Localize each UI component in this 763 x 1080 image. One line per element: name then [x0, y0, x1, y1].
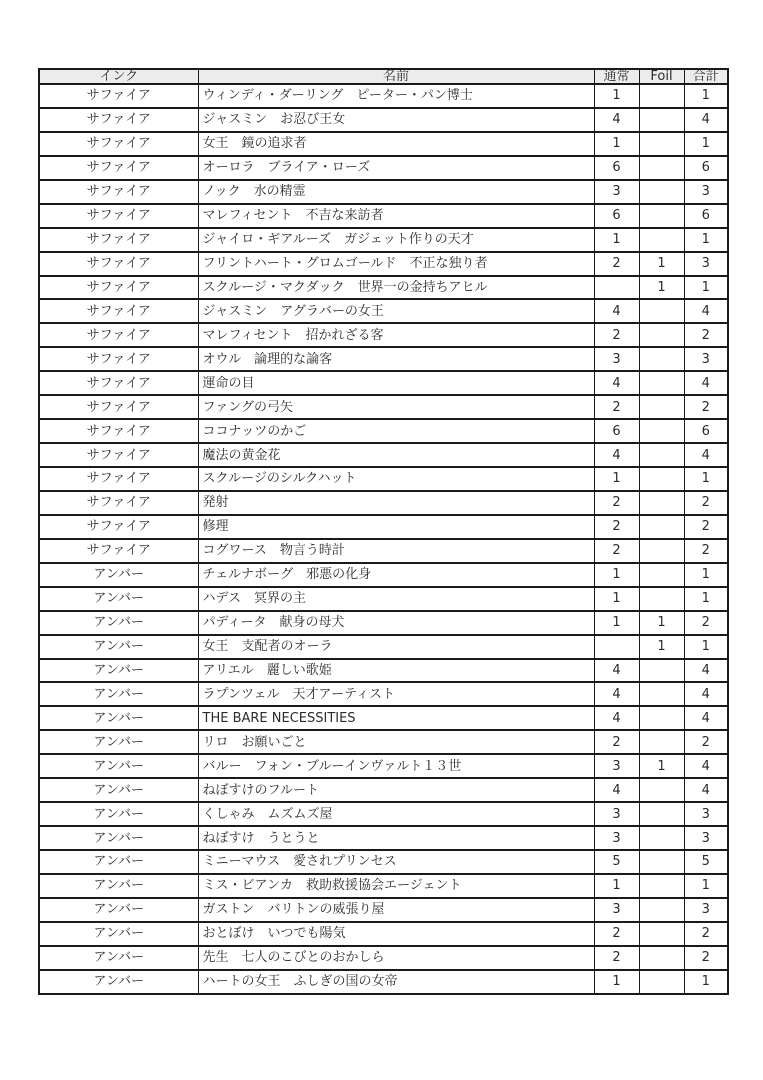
foil-count-cell	[639, 108, 684, 132]
name-cell: ハデス 冥界の主	[198, 587, 594, 611]
foil-count-cell	[639, 898, 684, 922]
total-count-cell: 2	[684, 611, 728, 635]
total-count-cell: 4	[684, 754, 728, 778]
normal-count-cell	[594, 635, 639, 659]
normal-count-cell: 1	[594, 587, 639, 611]
ink-cell: アンバー	[39, 635, 198, 659]
foil-count-cell	[639, 419, 684, 443]
normal-count-cell: 3	[594, 754, 639, 778]
total-count-cell: 3	[684, 180, 728, 204]
table-row	[39, 659, 728, 683]
table-row	[39, 850, 728, 874]
ink-cell: アンバー	[39, 682, 198, 706]
name-cell: ねぼすけ うとうと	[198, 826, 594, 850]
header-row	[39, 69, 728, 84]
name-cell: スクルージ・マクダック 世界一の金持ちアヒル	[198, 276, 594, 300]
total-count-cell: 4	[684, 778, 728, 802]
foil-count-cell	[639, 443, 684, 467]
table-row	[39, 635, 728, 659]
table-row	[39, 467, 728, 491]
ink-cell: サファイア	[39, 180, 198, 204]
normal-count-cell: 2	[594, 252, 639, 276]
foil-count-cell	[639, 539, 684, 563]
ink-cell: アンバー	[39, 850, 198, 874]
normal-count-cell: 2	[594, 395, 639, 419]
total-count-cell: 4	[684, 299, 728, 323]
normal-count-cell	[594, 276, 639, 300]
normal-count-cell: 1	[594, 563, 639, 587]
ink-cell: サファイア	[39, 539, 198, 563]
foil-count-cell: 1	[639, 611, 684, 635]
foil-count-cell: 1	[639, 635, 684, 659]
normal-count-cell: 4	[594, 443, 639, 467]
ink-cell: サファイア	[39, 108, 198, 132]
total-count-cell: 5	[684, 850, 728, 874]
name-cell: ジャイロ・ギアルーズ ガジェット作りの天才	[198, 228, 594, 252]
name-cell: ガストン バリトンの威張り屋	[198, 898, 594, 922]
name-cell: ねぼすけのフルート	[198, 778, 594, 802]
foil-count-cell	[639, 132, 684, 156]
name-cell: 女王 支配者のオーラ	[198, 635, 594, 659]
name-cell: 発射	[198, 491, 594, 515]
foil-count-cell	[639, 371, 684, 395]
table-row	[39, 180, 728, 204]
normal-count-cell: 4	[594, 682, 639, 706]
name-cell: パディータ 献身の母犬	[198, 611, 594, 635]
table-row	[39, 539, 728, 563]
foil-count-cell	[639, 802, 684, 826]
ink-cell: アンバー	[39, 922, 198, 946]
ink-cell: サファイア	[39, 204, 198, 228]
foil-count-cell	[639, 299, 684, 323]
normal-count-cell: 2	[594, 946, 639, 970]
table-row	[39, 108, 728, 132]
table-row	[39, 874, 728, 898]
table-body	[39, 84, 728, 994]
ink-cell: サファイア	[39, 132, 198, 156]
name-cell: スクルージのシルクハット	[198, 467, 594, 491]
foil-count-cell: 1	[639, 754, 684, 778]
foil-count-cell	[639, 587, 684, 611]
name-cell: 先生 七人のこびとのおかしら	[198, 946, 594, 970]
total-count-cell: 4	[684, 682, 728, 706]
total-count-cell: 2	[684, 539, 728, 563]
ink-cell: サファイア	[39, 395, 198, 419]
ink-cell: アンバー	[39, 659, 198, 683]
name-cell: ココナッツのかご	[198, 419, 594, 443]
name-cell: フリントハート・グロムゴールド 不正な独り者	[198, 252, 594, 276]
table-row	[39, 419, 728, 443]
table-row	[39, 611, 728, 635]
normal-count-cell: 3	[594, 347, 639, 371]
ink-cell: アンバー	[39, 874, 198, 898]
ink-cell: アンバー	[39, 730, 198, 754]
total-count-cell: 1	[684, 635, 728, 659]
name-cell: バルー フォン・ブルーインヴァルト１３世	[198, 754, 594, 778]
foil-count-cell	[639, 778, 684, 802]
column-header-name: 名前	[198, 69, 594, 84]
table-row	[39, 132, 728, 156]
table-row	[39, 970, 728, 994]
name-cell: くしゃみ ムズムズ屋	[198, 802, 594, 826]
foil-count-cell: 1	[639, 276, 684, 300]
ink-cell: アンバー	[39, 946, 198, 970]
total-count-cell: 2	[684, 946, 728, 970]
name-cell: 魔法の黄金花	[198, 443, 594, 467]
normal-count-cell: 2	[594, 539, 639, 563]
table-row	[39, 156, 728, 180]
normal-count-cell: 1	[594, 611, 639, 635]
column-header-total: 合計	[684, 69, 728, 84]
normal-count-cell: 4	[594, 371, 639, 395]
name-cell: アリエル 麗しい歌姫	[198, 659, 594, 683]
ink-cell: アンバー	[39, 754, 198, 778]
total-count-cell: 1	[684, 874, 728, 898]
ink-cell: アンバー	[39, 706, 198, 730]
total-count-cell: 6	[684, 204, 728, 228]
name-cell: マレフィセント 招かれざる客	[198, 323, 594, 347]
ink-cell: サファイア	[39, 299, 198, 323]
foil-count-cell	[639, 826, 684, 850]
table-row	[39, 491, 728, 515]
foil-count-cell	[639, 970, 684, 994]
normal-count-cell: 1	[594, 970, 639, 994]
card-inventory-table	[38, 68, 729, 995]
total-count-cell: 1	[684, 467, 728, 491]
ink-cell: サファイア	[39, 228, 198, 252]
ink-cell: サファイア	[39, 276, 198, 300]
total-count-cell: 3	[684, 252, 728, 276]
total-count-cell: 4	[684, 108, 728, 132]
name-cell: ミニーマウス 愛されプリンセス	[198, 850, 594, 874]
foil-count-cell	[639, 204, 684, 228]
ink-cell: サファイア	[39, 347, 198, 371]
normal-count-cell: 2	[594, 922, 639, 946]
ink-cell: アンバー	[39, 802, 198, 826]
name-cell: 女王 鏡の追求者	[198, 132, 594, 156]
total-count-cell: 2	[684, 323, 728, 347]
name-cell: オーロラ ブライア・ローズ	[198, 156, 594, 180]
normal-count-cell: 4	[594, 659, 639, 683]
table-row	[39, 395, 728, 419]
foil-count-cell	[639, 156, 684, 180]
name-cell: ウィンディ・ダーリング ピーター・パン博士	[198, 84, 594, 108]
ink-cell: サファイア	[39, 84, 198, 108]
ink-cell: アンバー	[39, 611, 198, 635]
ink-cell: サファイア	[39, 491, 198, 515]
name-cell: ノック 水の精霊	[198, 180, 594, 204]
name-cell: 運命の目	[198, 371, 594, 395]
name-cell: リロ お願いごと	[198, 730, 594, 754]
table-row	[39, 802, 728, 826]
table-row	[39, 347, 728, 371]
normal-count-cell: 1	[594, 132, 639, 156]
ink-cell: アンバー	[39, 778, 198, 802]
total-count-cell: 4	[684, 706, 728, 730]
name-cell: 修理	[198, 515, 594, 539]
column-header-foil: Foil	[639, 69, 684, 84]
table-row	[39, 778, 728, 802]
total-count-cell: 1	[684, 228, 728, 252]
column-header-ink: インク	[39, 69, 198, 84]
total-count-cell: 2	[684, 730, 728, 754]
normal-count-cell: 2	[594, 491, 639, 515]
table-row	[39, 826, 728, 850]
table-row	[39, 946, 728, 970]
foil-count-cell	[639, 706, 684, 730]
name-cell: チェルナボーグ 邪悪の化身	[198, 563, 594, 587]
total-count-cell: 2	[684, 395, 728, 419]
table-row	[39, 706, 728, 730]
foil-count-cell	[639, 515, 684, 539]
foil-count-cell	[639, 491, 684, 515]
foil-count-cell	[639, 850, 684, 874]
foil-count-cell	[639, 659, 684, 683]
foil-count-cell	[639, 323, 684, 347]
normal-count-cell: 2	[594, 730, 639, 754]
normal-count-cell: 6	[594, 204, 639, 228]
name-cell: ジャスミン アグラバーの女王	[198, 299, 594, 323]
ink-cell: サファイア	[39, 419, 198, 443]
table-row	[39, 922, 728, 946]
table-row	[39, 228, 728, 252]
normal-count-cell: 1	[594, 467, 639, 491]
table-row	[39, 252, 728, 276]
normal-count-cell: 6	[594, 419, 639, 443]
normal-count-cell: 4	[594, 299, 639, 323]
name-cell: THE BARE NECESSITIES	[198, 706, 594, 730]
normal-count-cell: 1	[594, 228, 639, 252]
name-cell: ミス・ビアンカ 救助救援協会エージェント	[198, 874, 594, 898]
total-count-cell: 3	[684, 802, 728, 826]
normal-count-cell: 3	[594, 898, 639, 922]
table-row	[39, 898, 728, 922]
total-count-cell: 2	[684, 491, 728, 515]
table-row	[39, 587, 728, 611]
ink-cell: サファイア	[39, 467, 198, 491]
foil-count-cell	[639, 467, 684, 491]
table-row	[39, 276, 728, 300]
table-row	[39, 754, 728, 778]
column-header-normal: 通常	[594, 69, 639, 84]
total-count-cell: 4	[684, 659, 728, 683]
table-row	[39, 323, 728, 347]
normal-count-cell: 3	[594, 180, 639, 204]
table-row	[39, 563, 728, 587]
normal-count-cell: 5	[594, 850, 639, 874]
normal-count-cell: 2	[594, 515, 639, 539]
name-cell: ハートの女王 ふしぎの国の女帝	[198, 970, 594, 994]
table-row	[39, 371, 728, 395]
ink-cell: サファイア	[39, 515, 198, 539]
table-row	[39, 682, 728, 706]
ink-cell: サファイア	[39, 323, 198, 347]
total-count-cell: 6	[684, 419, 728, 443]
table-row	[39, 443, 728, 467]
normal-count-cell: 4	[594, 108, 639, 132]
name-cell: ファングの弓矢	[198, 395, 594, 419]
normal-count-cell: 6	[594, 156, 639, 180]
ink-cell: サファイア	[39, 252, 198, 276]
ink-cell: アンバー	[39, 587, 198, 611]
foil-count-cell	[639, 922, 684, 946]
total-count-cell: 6	[684, 156, 728, 180]
normal-count-cell: 1	[594, 874, 639, 898]
name-cell: おとぼけ いつでも陽気	[198, 922, 594, 946]
normal-count-cell: 3	[594, 826, 639, 850]
table-row	[39, 730, 728, 754]
table-row	[39, 299, 728, 323]
table-row	[39, 84, 728, 108]
total-count-cell: 2	[684, 922, 728, 946]
foil-count-cell	[639, 874, 684, 898]
total-count-cell: 4	[684, 371, 728, 395]
ink-cell: アンバー	[39, 563, 198, 587]
total-count-cell: 1	[684, 587, 728, 611]
total-count-cell: 1	[684, 970, 728, 994]
name-cell: マレフィセント 不吉な来訪者	[198, 204, 594, 228]
foil-count-cell	[639, 347, 684, 371]
foil-count-cell	[639, 730, 684, 754]
ink-cell: サファイア	[39, 443, 198, 467]
normal-count-cell: 4	[594, 778, 639, 802]
foil-count-cell	[639, 395, 684, 419]
total-count-cell: 3	[684, 898, 728, 922]
normal-count-cell: 4	[594, 706, 639, 730]
normal-count-cell: 1	[594, 84, 639, 108]
foil-count-cell	[639, 682, 684, 706]
ink-cell: アンバー	[39, 898, 198, 922]
total-count-cell: 1	[684, 84, 728, 108]
foil-count-cell	[639, 228, 684, 252]
table-row	[39, 515, 728, 539]
total-count-cell: 1	[684, 276, 728, 300]
table-row	[39, 204, 728, 228]
total-count-cell: 4	[684, 443, 728, 467]
total-count-cell: 3	[684, 347, 728, 371]
name-cell: コグワース 物言う時計	[198, 539, 594, 563]
total-count-cell: 2	[684, 515, 728, 539]
foil-count-cell	[639, 946, 684, 970]
name-cell: オウル 論理的な論客	[198, 347, 594, 371]
normal-count-cell: 3	[594, 802, 639, 826]
ink-cell: アンバー	[39, 970, 198, 994]
name-cell: ジャスミン お忍び王女	[198, 108, 594, 132]
name-cell: ラプンツェル 天才アーティスト	[198, 682, 594, 706]
total-count-cell: 1	[684, 563, 728, 587]
ink-cell: サファイア	[39, 371, 198, 395]
total-count-cell: 3	[684, 826, 728, 850]
ink-cell: サファイア	[39, 156, 198, 180]
total-count-cell: 1	[684, 132, 728, 156]
foil-count-cell	[639, 84, 684, 108]
foil-count-cell: 1	[639, 252, 684, 276]
foil-count-cell	[639, 563, 684, 587]
foil-count-cell	[639, 180, 684, 204]
normal-count-cell: 2	[594, 323, 639, 347]
ink-cell: アンバー	[39, 826, 198, 850]
